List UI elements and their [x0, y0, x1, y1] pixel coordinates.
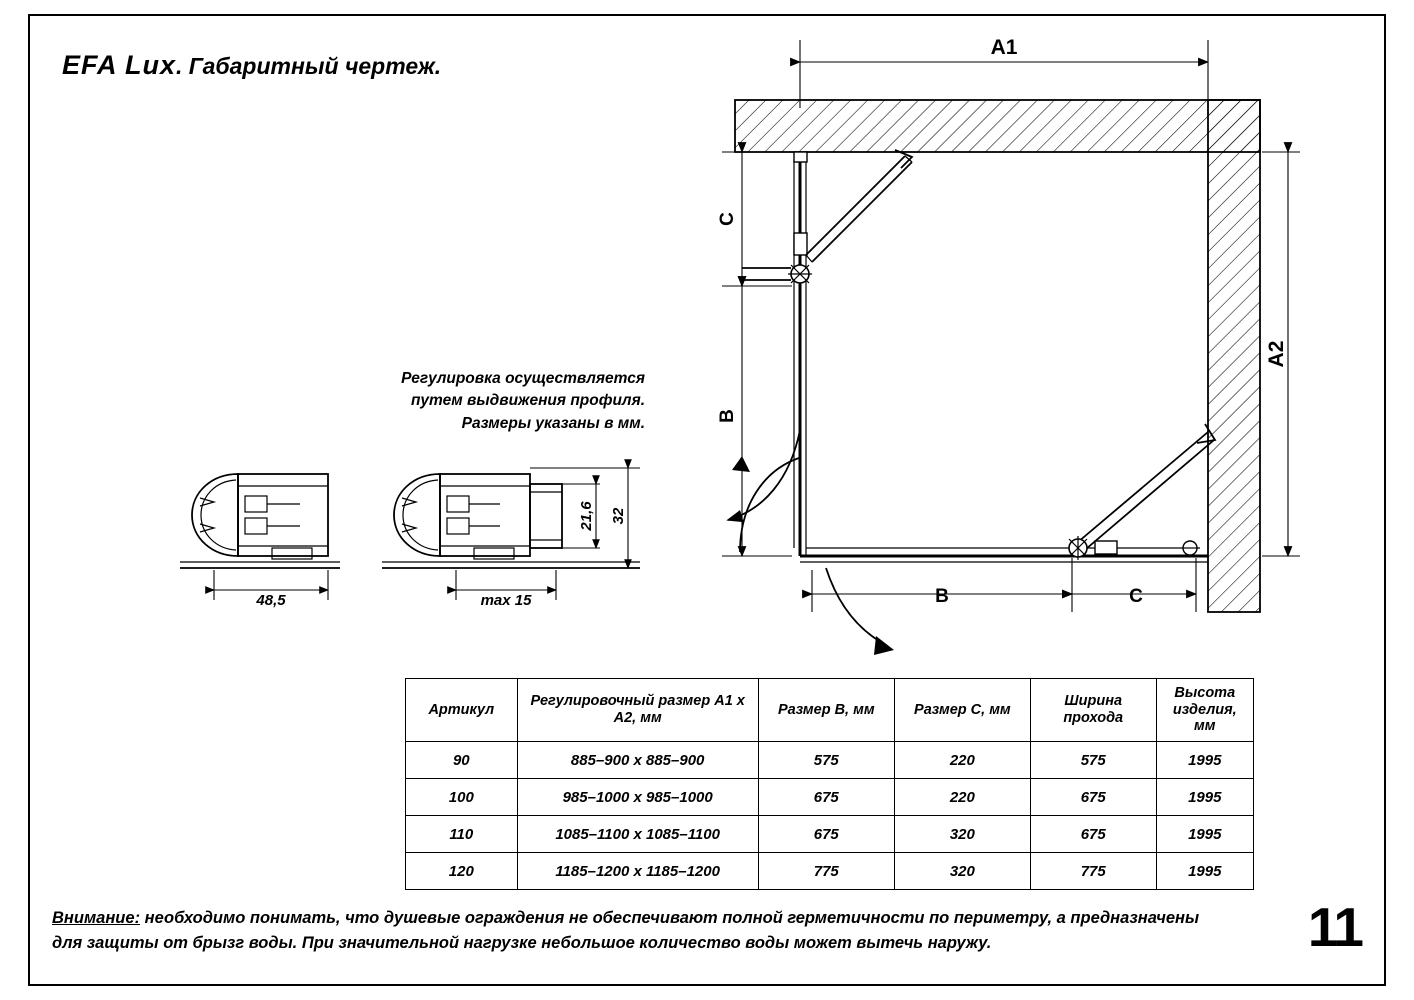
dim-a1: A1 [990, 36, 1018, 59]
dim-profile-height-outer: 32 [610, 507, 627, 525]
table-header-cell: Размер C, мм [894, 679, 1030, 742]
note-line-3: Размеры указаны в мм. [461, 414, 645, 432]
dim-b-horizontal: B [935, 586, 949, 607]
table-row [406, 779, 1254, 816]
dim-a2: A2 [1265, 340, 1288, 368]
table-header-cell: Регулировочный размер A1 x A2, мм [517, 679, 758, 742]
dim-profile-left-width: 48,5 [256, 592, 286, 609]
door-leaf-lower [1078, 424, 1215, 549]
note-line-2: путем выдвижения профиля. [410, 392, 645, 410]
table-cell: 90 [406, 742, 518, 779]
table-cell: 575 [1030, 742, 1156, 779]
profile-section-right [382, 468, 640, 609]
table-cell: 1185–1200 x 1185–1200 [517, 853, 758, 890]
dim-c-vertical: C [717, 212, 738, 226]
page-number: 11 [1307, 896, 1362, 958]
table-cell: 675 [758, 779, 894, 816]
table-cell: 1995 [1156, 853, 1253, 890]
table-cell: 675 [758, 816, 894, 853]
table-cell: 675 [1030, 816, 1156, 853]
spec-table [405, 678, 1254, 890]
table-cell: 220 [894, 742, 1030, 779]
title-subtitle: . Габаритный чертеж. [176, 53, 442, 79]
warning-text: необходимо понимать, что душевые ограждения не обеспечивают полной герметичности по периметру, а предназначены для защиты от брызг воды. При значительной нагрузке небольшое количество воды может вытечь наружу. [52, 909, 1200, 952]
brand-name: EFA Lux [62, 50, 177, 80]
table-header-cell: Ширина прохода [1030, 679, 1156, 742]
dim-profile-right-width: max 15 [480, 592, 532, 609]
table-row [406, 853, 1254, 890]
warning-note [52, 906, 1232, 956]
wall-right [1208, 100, 1260, 612]
table-header-cell: Размер B, мм [758, 679, 894, 742]
table-header-cell: Высота изделия, мм [1156, 679, 1253, 742]
profile-section-left [180, 474, 340, 609]
door-leaf-upper [806, 150, 912, 262]
plan-view [717, 36, 1300, 655]
table-header-cell: Артикул [406, 679, 518, 742]
table-header-row [406, 679, 1254, 742]
table-cell: 985–1000 x 985–1000 [517, 779, 758, 816]
table-cell: 110 [406, 816, 518, 853]
table-cell: 885–900 x 885–900 [517, 742, 758, 779]
table-cell: 100 [406, 779, 518, 816]
table-cell: 120 [406, 853, 518, 890]
table-cell: 775 [1030, 853, 1156, 890]
table-row [406, 742, 1254, 779]
warning-lead: Внимание: [52, 909, 141, 927]
wall-top [735, 100, 1260, 152]
hinge-block-upper [794, 233, 807, 255]
note-line-1: Регулировка осуществляется [401, 370, 645, 387]
table-cell: 320 [894, 816, 1030, 853]
dim-b-vertical: B [717, 409, 738, 423]
table-row [406, 816, 1254, 853]
table-cell: 775 [758, 853, 894, 890]
table-cell: 1085–1100 x 1085–1100 [517, 816, 758, 853]
table-cell: 1995 [1156, 816, 1253, 853]
table-cell: 575 [758, 742, 894, 779]
hinge-block-lower [1095, 541, 1117, 554]
dim-c-horizontal: C [1129, 586, 1143, 607]
table-cell: 675 [1030, 779, 1156, 816]
dim-profile-height-inner: 21,6 [578, 501, 595, 531]
table-cell: 1995 [1156, 779, 1253, 816]
table-cell: 320 [894, 853, 1030, 890]
table-cell: 1995 [1156, 742, 1253, 779]
table-cell: 220 [894, 779, 1030, 816]
